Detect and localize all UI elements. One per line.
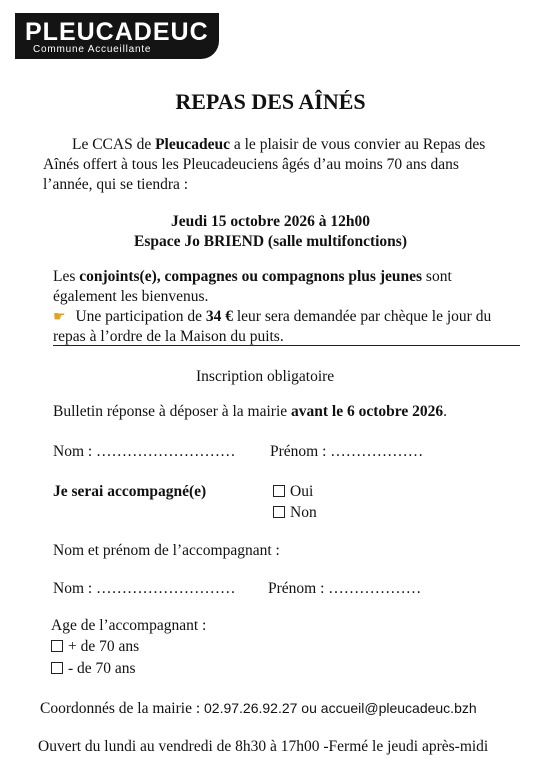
guests-line-1: Les conjoints(e), compagnes ou compagnons plus jeunes sont — [53, 268, 452, 285]
intro-line-1: Le CCAS de Pleucadeuc a le plaisir de vous convier au Repas des — [72, 136, 486, 153]
checkbox-icon — [273, 506, 285, 518]
age-label: Age de l’accompagnant : — [51, 617, 207, 634]
checkbox-icon — [273, 485, 285, 497]
email-address: accueil@pleucadeuc.bzh — [320, 700, 477, 716]
event-place: Espace Jo BRIEND (salle multifonctions) — [134, 233, 407, 250]
participation-line-2: repas à l’ordre de la Maison du puits. — [53, 328, 284, 345]
age-under-checkbox[interactable]: - de 70 ans — [51, 660, 136, 678]
prenom-field[interactable]: Prénom : ……………… — [270, 443, 424, 460]
pointing-hand-icon: ☛ — [53, 309, 66, 325]
logo-tagline: Commune Accueillante — [33, 44, 152, 55]
participation-line: ☛ Une participation de 34 € leur sera demandée par chèque le jour du — [53, 308, 492, 325]
companion-prenom-field[interactable]: Prénom : ……………… — [268, 580, 422, 597]
logo-name: PLEUCADEUC — [25, 18, 209, 46]
event-date: Jeudi 15 octobre 2026 à 12h00 — [170, 213, 371, 230]
page-title: REPAS DES AÎNÉS — [175, 89, 366, 114]
companion-nom-field[interactable]: Nom : ……………………… — [53, 580, 236, 597]
registration-required: Inscription obligatoire — [196, 368, 335, 385]
accompanied-label: Je serai accompagné(e) — [53, 483, 207, 500]
deposit-instructions: Bulletin réponse à déposer à la mairie avant le 6 octobre 2026. — [53, 403, 447, 420]
phone-number: 02.97.26.92.27 — [204, 700, 298, 716]
contact-line: Coordonnés de la mairie : 02.97.26.92.27 ou accueil@pleucadeuc.bzh — [40, 700, 477, 717]
divider — [53, 345, 520, 346]
commune-logo — [15, 13, 219, 59]
companion-name-label: Nom et prénom de l’accompagnant : — [53, 542, 280, 559]
oui-checkbox[interactable]: Oui — [273, 483, 313, 501]
intro-line-3: l’année, qui se tiendra : — [43, 176, 189, 193]
intro-line-2: Aînés offert à tous les Pleucadeuciens âgés d’au moins 70 ans dans — [43, 156, 459, 173]
guests-line-2: également les bienvenus. — [53, 288, 209, 305]
checkbox-icon — [51, 662, 63, 674]
nom-field[interactable]: Nom : ……………………… — [53, 443, 236, 460]
opening-hours: Ouvert du lundi au vendredi de 8h30 à 17h00 -Fermé le jeudi après-midi — [38, 738, 489, 755]
age-over-checkbox[interactable]: + de 70 ans — [51, 638, 139, 656]
checkbox-icon — [51, 640, 63, 652]
non-checkbox[interactable]: Non — [273, 504, 317, 522]
